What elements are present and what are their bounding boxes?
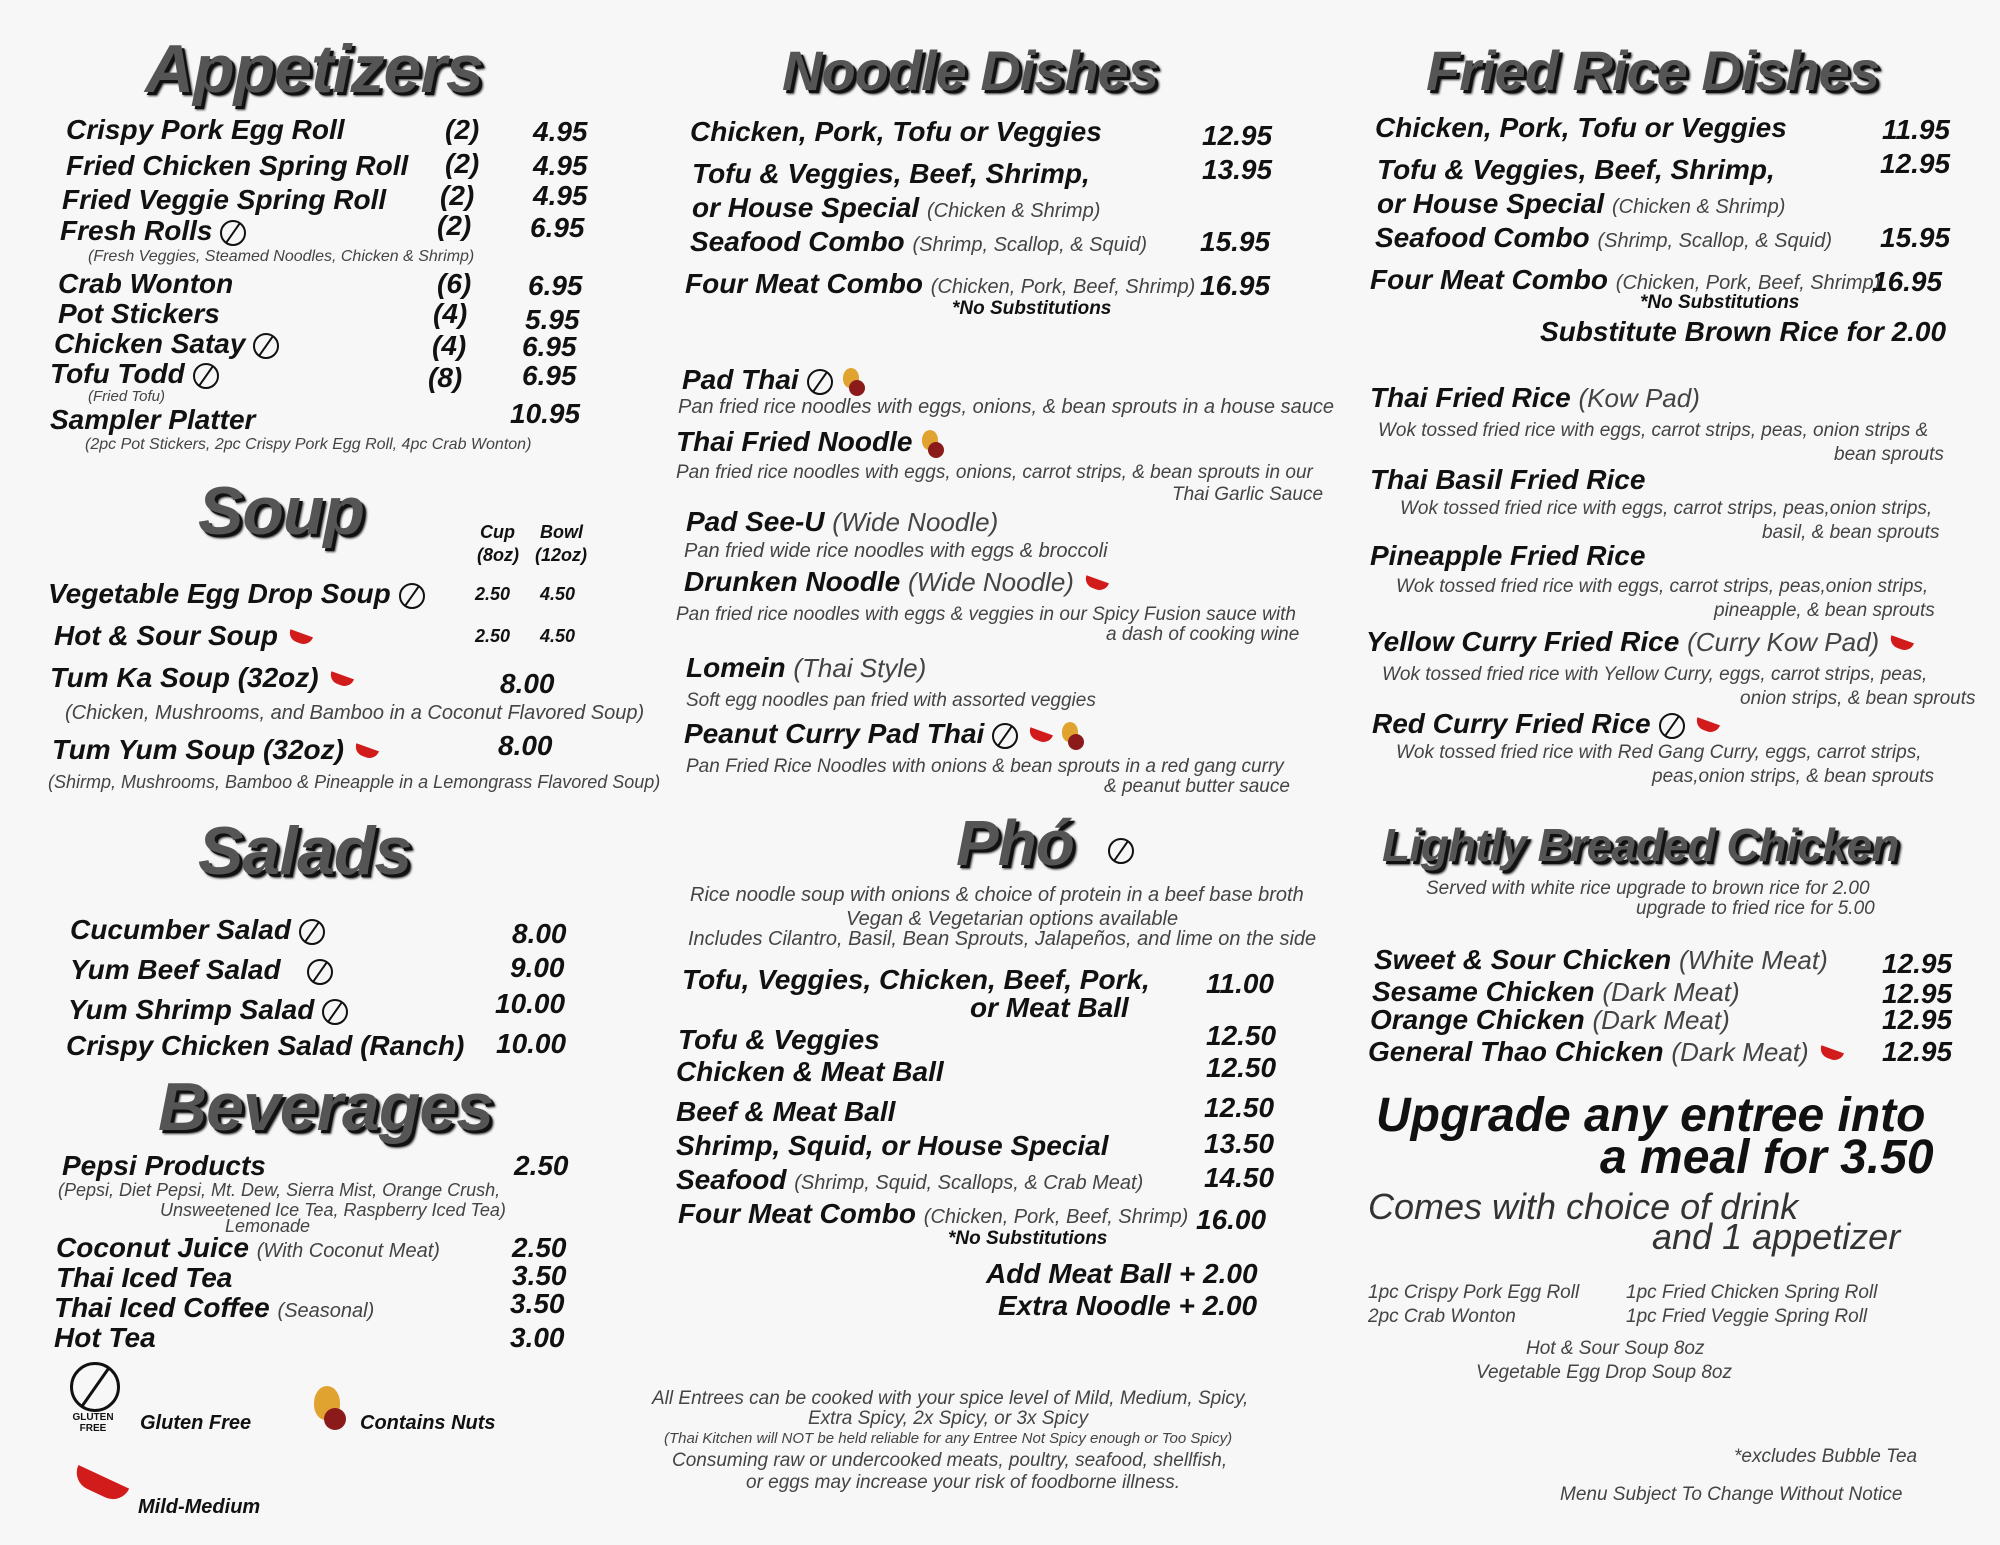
chili-pepper-icon	[287, 629, 313, 647]
noodle-dish: Pad See-U (Wide Noodle)	[686, 506, 999, 537]
chicken-price: 12.95	[1882, 1036, 1953, 1067]
pho-price: 12.50	[1206, 1052, 1277, 1083]
noodle-desc: Pan Fried Rice Noodles with onions & bean sprouts in a red gang curry	[686, 756, 1284, 777]
appetizer-price: 6.95	[522, 331, 577, 362]
chicken-item: General Thao Chicken (Dark Meat)	[1368, 1036, 1843, 1068]
appetizer-item: Fried Chicken Spring Roll	[66, 150, 409, 181]
soup-cup-price: 2.50	[475, 584, 511, 604]
soup-bowl-price: 4.50	[540, 626, 576, 646]
appetizer-qty: (2)	[437, 210, 472, 241]
noodle-desc: Pan fried wide rice noodles with eggs & broccoli	[684, 540, 1108, 562]
upgrade-headline: Upgrade any entree into	[1376, 1089, 1926, 1142]
beverage-note: (Pepsi, Diet Pepsi, Mt. Dew, Sierra Mist, Orange Crush,	[58, 1180, 501, 1200]
beverage-item: Thai Iced Tea	[56, 1262, 233, 1293]
soup-note: (Shirmp, Mushrooms, Bamboo & Pineapple in a Lemongrass Flavored Soup)	[48, 772, 661, 792]
appetizer-qty: (4)	[432, 330, 467, 361]
noodle-priced-item: Four Meat Combo (Chicken, Pork, Beef, Shrimp)	[685, 268, 1196, 299]
extra-noodle: Extra Noodle + 2.00	[998, 1290, 1258, 1321]
fried-rice-dish: Pineapple Fried Rice	[1370, 540, 1646, 571]
noodle-desc: Pan fried rice noodles with eggs & veggies in our Spicy Fusion sauce with	[676, 604, 1296, 625]
chili-pepper-icon	[353, 743, 379, 761]
soup-item: Tum Yum Soup (32oz)	[52, 734, 378, 766]
noodle-desc-2: Thai Garlic Sauce	[1172, 484, 1324, 505]
disclaimer-line: or eggs may increase your risk of foodborne illness.	[746, 1472, 1181, 1493]
nut-legend-icon	[308, 1386, 352, 1430]
chili-pepper-icon	[1888, 635, 1914, 653]
fried-rice-desc: Wok tossed fried rice with eggs, carrot strips, peas,onion strips,	[1400, 498, 1933, 519]
beverage-item: Pepsi Products	[62, 1150, 266, 1181]
noodle-priced-item-2: or House Special (Chicken & Shrimp)	[692, 192, 1101, 223]
gluten-free-icon	[253, 333, 279, 359]
beverage-note: Unsweetened Ice Tea, Raspberry Iced Tea)	[160, 1200, 506, 1220]
pho-desc: Rice noodle soup with onions & choice of protein in a beef base broth	[690, 884, 1304, 906]
noodle-dish: Drunken Noodle (Wide Noodle)	[684, 566, 1108, 598]
nut-icon	[839, 368, 865, 396]
chicken-price: 12.95	[1882, 948, 1953, 979]
pho-item: Tofu, Veggies, Chicken, Beef, Pork,	[682, 964, 1150, 995]
fried-rice-dish: Thai Basil Fried Rice	[1370, 464, 1646, 495]
fried-rice-desc: Wok tossed fried rice with Red Gang Curry, eggs, carrot strips,	[1396, 742, 1922, 763]
chicken-item: Sesame Chicken (Dark Meat)	[1372, 976, 1740, 1007]
fried-rice-desc: Wok tossed fried rice with eggs, carrot strips, peas,onion strips,	[1396, 576, 1929, 597]
pho-item: Beef & Meat Ball	[676, 1096, 896, 1127]
chili-pepper-icon	[1083, 575, 1109, 593]
upgrade-option: 1pc Fried Veggie Spring Roll	[1626, 1306, 1868, 1327]
disclaimer-line: Consuming raw or undercooked meats, poultry, seafood, shellfish,	[672, 1450, 1228, 1471]
gluten-free-icon	[399, 583, 425, 609]
appetizer-price: 5.95	[525, 304, 580, 335]
brown-rice-substitute: Substitute Brown Rice for 2.00	[1540, 316, 1947, 347]
salad-price: 10.00	[495, 988, 566, 1019]
noodle-dish: Thai Fried Noodle	[676, 426, 944, 458]
chicken-desc: Served with white rice upgrade to brown rice for 2.00	[1426, 878, 1870, 899]
fried-rice-desc-2: bean sprouts	[1834, 444, 1944, 465]
chili-pepper-icon	[1027, 727, 1053, 745]
beverage-price: 2.50	[512, 1232, 567, 1263]
noodle-price: 15.95	[1200, 226, 1271, 257]
pho-price: 16.00	[1196, 1204, 1267, 1235]
pho-title: Phó	[956, 807, 1074, 879]
appetizer-qty: (2)	[445, 148, 480, 179]
soup-item: Vegetable Egg Drop Soup	[48, 578, 425, 610]
soup-item: Tum Ka Soup (32oz)	[50, 662, 353, 694]
fried-rice-priced-item-2: or House Special (Chicken & Shrimp)	[1377, 188, 1786, 219]
soup-cup-price: 2.50	[475, 626, 511, 646]
nut-icon	[1058, 722, 1084, 750]
appetizer-note: (Fresh Veggies, Steamed Noodles, Chicken & Shrimp)	[88, 248, 475, 265]
noodle-desc: Pan fried rice noodles with eggs, onions, & bean sprouts in a house sauce	[678, 396, 1334, 418]
cup-header: Cup	[480, 522, 515, 542]
noodle-price: 13.95	[1202, 154, 1273, 185]
no-substitutions: *No Substitutions	[952, 298, 1112, 319]
noodle-desc-2: a dash of cooking wine	[1106, 624, 1300, 645]
pho-price: 14.50	[1204, 1162, 1275, 1193]
appetizer-item: Chicken Satay	[54, 328, 279, 360]
add-meat-ball: Add Meat Ball + 2.00	[986, 1258, 1258, 1289]
beverage-price: 2.50	[514, 1150, 569, 1181]
appetizer-qty: (2)	[445, 114, 480, 145]
salad-item: Yum Shrimp Salad	[68, 994, 348, 1026]
upgrade-option: Hot & Sour Soup 8oz	[1526, 1338, 1705, 1359]
appetizer-note: (Fried Tofu)	[88, 388, 165, 405]
gluten-free-icon	[322, 999, 348, 1025]
appetizer-price: 6.95	[522, 360, 577, 391]
gluten-free-icon	[1108, 838, 1134, 864]
fried-rice-price: 16.95	[1872, 266, 1943, 297]
menu-notice: Menu Subject To Change Without Notice	[1560, 1484, 1903, 1505]
gluten-free-icon	[193, 363, 219, 389]
pho-item: Four Meat Combo (Chicken, Pork, Beef, Shrimp)	[678, 1198, 1189, 1229]
appetizer-item: Crab Wonton	[58, 268, 234, 299]
contains-nuts-legend-label: Contains Nuts	[360, 1412, 496, 1434]
pho-price: 12.50	[1204, 1092, 1275, 1123]
fried-rice-priced-item: Tofu & Veggies, Beef, Shrimp,	[1377, 154, 1775, 185]
gluten-free-icon-text: GLUTEN FREE	[72, 1412, 114, 1434]
fried-rice-priced-item: Chicken, Pork, Tofu or Veggies	[1375, 112, 1787, 143]
gluten-free-legend-icon	[70, 1362, 120, 1412]
disclaimer-line: (Thai Kitchen will NOT be held reliable for any Entree Not Spicy enough or Too Spicy)	[664, 1430, 1233, 1447]
appetizer-item: Fresh Rolls	[60, 215, 246, 247]
appetizer-price: 4.95	[533, 150, 588, 181]
noodles-title: Noodle Dishes	[782, 39, 1158, 102]
chicken-desc: upgrade to fried rice for 5.00	[1636, 898, 1875, 919]
pho-price: 13.50	[1204, 1128, 1275, 1159]
noodle-dish: Lomein (Thai Style)	[686, 652, 927, 683]
gluten-free-legend-label: Gluten Free	[140, 1412, 252, 1434]
upgrade-headline-2: a meal for 3.50	[1600, 1131, 1934, 1184]
chicken-item: Sweet & Sour Chicken (White Meat)	[1374, 944, 1828, 975]
salad-item: Cucumber Salad	[70, 914, 325, 946]
fried-rice-priced-item: Four Meat Combo (Chicken, Pork, Beef, Shrimp)	[1370, 264, 1881, 295]
upgrade-sub: Comes with choice of drink	[1368, 1186, 1799, 1227]
beverage-price: 3.50	[510, 1288, 565, 1319]
beverages-title: Beverages	[158, 1069, 494, 1145]
beverage-price: 3.50	[512, 1260, 567, 1291]
gluten-free-icon	[307, 959, 333, 985]
pho-item: Tofu & Veggies	[678, 1024, 880, 1055]
chicken-price: 12.95	[1882, 1004, 1953, 1035]
appetizer-price: 6.95	[530, 212, 585, 243]
no-substitutions: *No Substitutions	[1640, 292, 1800, 313]
gluten-free-icon	[220, 220, 246, 246]
fried-rice-price: 15.95	[1880, 222, 1951, 253]
pho-item: Shrimp, Squid, or House Special	[676, 1130, 1109, 1161]
chili-pepper-icon	[328, 671, 354, 689]
fried-rice-desc-2: peas,onion strips, & bean sprouts	[1652, 766, 1935, 787]
appetizer-qty: (6)	[437, 268, 472, 299]
pho-price: 12.50	[1206, 1020, 1277, 1051]
appetizer-price: 10.95	[510, 398, 581, 429]
noodle-priced-item: Chicken, Pork, Tofu or Veggies	[690, 116, 1102, 147]
soup-item: Hot & Sour Soup	[54, 620, 312, 652]
fried-rice-desc: Wok tossed fried rice with eggs, carrot strips, peas, onion strips &	[1378, 420, 1929, 441]
fried-rice-title: Fried Rice Dishes	[1426, 39, 1879, 102]
appetizer-item: Crispy Pork Egg Roll	[66, 114, 345, 145]
gluten-free-icon	[1659, 713, 1685, 739]
salad-item: Crispy Chicken Salad (Ranch)	[66, 1030, 465, 1061]
salad-price: 10.00	[496, 1028, 567, 1059]
appetizer-qty: (2)	[440, 180, 475, 211]
upgrade-option: 1pc Crispy Pork Egg Roll	[1368, 1282, 1580, 1303]
upgrade-option: 1pc Fried Chicken Spring Roll	[1626, 1282, 1878, 1303]
soup-price: 8.00	[498, 730, 553, 761]
bowl-header: Bowl	[540, 522, 583, 542]
salad-price: 8.00	[512, 918, 567, 949]
salad-item: Yum Beef Salad	[70, 954, 333, 986]
pho-item-2: or Meat Ball	[970, 992, 1129, 1023]
soup-price: 8.00	[500, 668, 555, 699]
cup-size: (8oz)	[477, 545, 519, 565]
appetizer-item: Fried Veggie Spring Roll	[62, 184, 387, 215]
appetizer-item: Sampler Platter	[50, 404, 256, 435]
noodle-dish: Pad Thai	[682, 364, 865, 396]
appetizer-item: Pot Stickers	[58, 298, 220, 329]
chili-pepper-icon	[1694, 717, 1720, 735]
chicken-item: Orange Chicken (Dark Meat)	[1370, 1004, 1730, 1035]
appetizer-price: 6.95	[528, 270, 583, 301]
disclaimer-line: Extra Spicy, 2x Spicy, or 3x Spicy	[808, 1408, 1089, 1429]
appetizers-title: Appetizers	[145, 31, 483, 107]
salad-price: 9.00	[510, 952, 565, 983]
chicken-title: Lightly Breaded Chicken	[1382, 819, 1899, 871]
disclaimer-line: All Entrees can be cooked with your spice level of Mild, Medium, Spicy,	[652, 1388, 1249, 1409]
fried-rice-desc: Wok tossed fried rice with Yellow Curry, eggs, carrot strips, peas,	[1382, 664, 1928, 685]
fried-rice-priced-item: Seafood Combo (Shrimp, Scallop, & Squid)	[1375, 222, 1832, 253]
appetizer-note: (2pc Pot Stickers, 2pc Crispy Pork Egg Roll, 4pc Crab Wonton)	[85, 436, 532, 453]
pho-item: Chicken & Meat Ball	[676, 1056, 944, 1087]
noodle-price: 16.95	[1200, 270, 1271, 301]
upgrade-option: 2pc Crab Wonton	[1368, 1306, 1516, 1327]
pho-price: 11.00	[1206, 968, 1274, 999]
beverage-item: Thai Iced Coffee (Seasonal)	[54, 1292, 375, 1323]
pho-desc: Includes Cilantro, Basil, Bean Sprouts, Jalapeños, and lime on the side	[688, 928, 1317, 950]
soup-note: (Chicken, Mushrooms, and Bamboo in a Coconut Flavored Soup)	[65, 702, 645, 724]
chili-pepper-icon	[1818, 1045, 1844, 1063]
gluten-free-icon	[992, 723, 1018, 749]
fried-rice-dish: Yellow Curry Fried Rice (Curry Kow Pad)	[1366, 626, 1913, 658]
upgrade-option: Vegetable Egg Drop Soup 8oz	[1476, 1362, 1732, 1383]
appetizer-price: 4.95	[533, 116, 588, 147]
fried-rice-dish: Red Curry Fried Rice	[1372, 708, 1719, 740]
noodle-price: 12.95	[1202, 120, 1273, 151]
noodle-desc: Soft egg noodles pan fried with assorted veggies	[686, 690, 1096, 711]
upgrade-sub: and 1 appetizer	[1652, 1216, 1901, 1257]
noodle-desc-2: & peanut butter sauce	[1104, 776, 1290, 797]
beverage-item: Hot Tea	[54, 1322, 156, 1353]
fried-rice-desc-2: onion strips, & bean sprouts	[1740, 688, 1976, 709]
noodle-desc: Pan fried rice noodles with eggs, onions, carrot strips, & bean sprouts in our	[676, 462, 1313, 483]
soup-title: Soup	[198, 473, 364, 549]
excludes-note: *excludes Bubble Tea	[1734, 1446, 1918, 1467]
fried-rice-price: 12.95	[1880, 148, 1951, 179]
noodle-priced-item: Seafood Combo (Shrimp, Scallop, & Squid)	[690, 226, 1147, 257]
gluten-free-icon	[299, 919, 325, 945]
pho-item: Seafood (Shrimp, Squid, Scallops, & Crab Meat)	[676, 1164, 1144, 1195]
noodle-dish: Peanut Curry Pad Thai	[684, 718, 1084, 750]
fried-rice-dish: Thai Fried Rice (Kow Pad)	[1370, 382, 1700, 413]
fried-rice-desc-2: pineapple, & bean sprouts	[1714, 600, 1935, 621]
fried-rice-price: 11.95	[1882, 114, 1950, 145]
gluten-free-icon	[807, 369, 833, 395]
chili-legend-icon	[71, 1465, 129, 1505]
fried-rice-desc-2: basil, & bean sprouts	[1762, 522, 1940, 543]
appetizer-price: 4.95	[533, 180, 588, 211]
appetizer-qty: (8)	[428, 362, 463, 393]
pho-desc: Vegan & Vegetarian options available	[846, 908, 1179, 930]
noodle-priced-item: Tofu & Veggies, Beef, Shrimp,	[692, 158, 1090, 189]
beverage-item: Coconut Juice (With Coconut Meat)	[56, 1232, 440, 1263]
beverage-note: Lemonade	[225, 1216, 311, 1236]
salads-title: Salads	[198, 813, 412, 889]
mild-medium-legend-label: Mild-Medium	[138, 1496, 261, 1518]
no-substitutions: *No Substitutions	[948, 1228, 1108, 1249]
chicken-price: 12.95	[1882, 978, 1953, 1009]
soup-bowl-price: 4.50	[540, 584, 576, 604]
appetizer-qty: (4)	[433, 298, 468, 329]
nut-icon	[918, 430, 944, 458]
appetizer-item: Tofu Todd	[50, 358, 219, 390]
beverage-price: 3.00	[510, 1322, 565, 1353]
bowl-size: (12oz)	[535, 545, 588, 565]
